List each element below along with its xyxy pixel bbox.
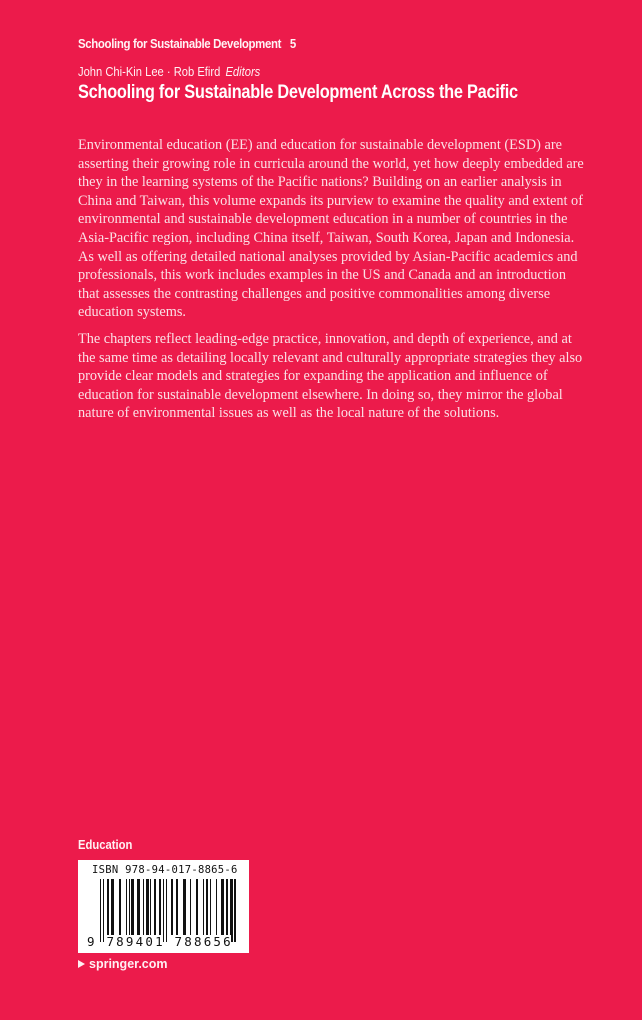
series-line (78, 36, 296, 51)
blurb-paragraph: Environmental education (EE) and education for sustainable development (ESD) are asserting their growing role in curricula around the world, yet how deeply embedded are they in the learning systems of the Pacific nations? Building on an earlier analysis in China and Taiwan, this volume expands its purview to examine the quality and extent of environmental and sustainable development education in a number of countries in the Asia-Pacific region, including China itself, Taiwan, South Korea, Japan and Indonesia. As well as offering detailed national analyses provided by Asian-Pacific academics and professionals, this work includes examples in the US and Canada and an introduction that assesses the contrasting challenges and positive commonalities among diverse education systems. (78, 137, 584, 321)
blurb-paragraph: The chapters reflect leading-edge practice, innovation, and depth of experience, and at the same time as detailing locally relevant and culturally appropriate strategies they also provide clear models and strategies for expanding the application and influence of education for sustainable development elsewhere. In doing so, they mirror the global nature of environmental issues as well as the local nature of the solutions. (78, 330, 583, 422)
barcode-stripe (234, 879, 235, 942)
website-label: springer.com (89, 957, 168, 971)
isbn-label: ISBN 978-94-017-8865-6 (92, 864, 238, 876)
author-names: John Chi-Kin Lee · Rob Efird (78, 64, 221, 79)
website-link[interactable] (78, 957, 168, 971)
arrow-right-icon (78, 960, 85, 968)
author-role: Editors (225, 64, 261, 79)
ean-digits: 9 789401 788656 (87, 934, 233, 949)
book-title: Schooling for Sustainable Development Across the Pacific (78, 82, 518, 103)
isbn-barcode (78, 860, 249, 953)
series-number: 5 (289, 36, 296, 51)
subject-category: Education (78, 838, 133, 852)
series-name: Schooling for Sustainable Development (78, 36, 282, 51)
blurb (78, 136, 584, 431)
authors-line (78, 64, 260, 79)
barcode-bars (100, 879, 236, 935)
